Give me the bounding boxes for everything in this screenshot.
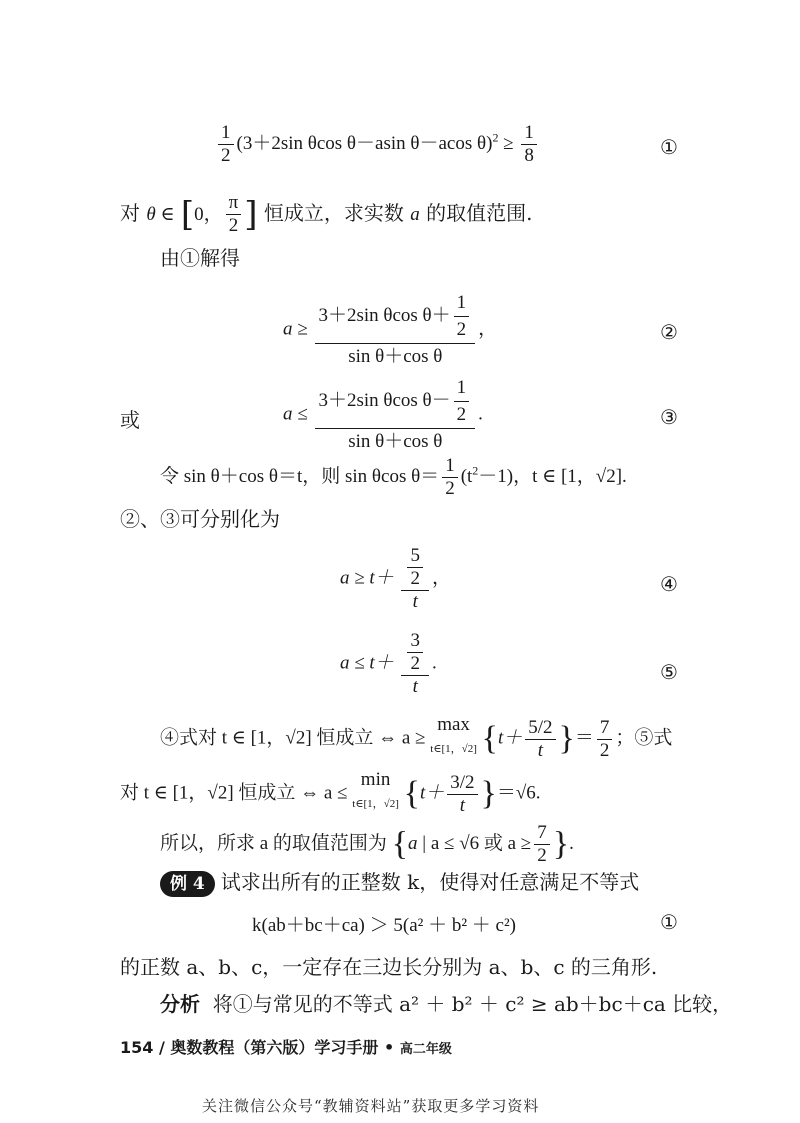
theta-range-line: 对 θ ∈ [0， $\frac{\pi}{2}$ ] 恒成立，求实数 a 的取值范围. (120, 192, 533, 236)
page-number: 154 (120, 1038, 154, 1057)
pi-over-2: $\frac{\pi}{2}$ (226, 192, 242, 237)
solve-text: 由①解得 (160, 246, 240, 270)
equation-label-5: ⑤ (660, 660, 678, 684)
or-text: 或 (120, 408, 140, 432)
watermark-text: 关注微信公众号“教辅资料站”获取更多学习资料 (202, 1097, 540, 1115)
example-4-inequality: k(ab＋bc＋ca) ＞ 5(a² ＋ b² ＋ c²) (252, 915, 516, 936)
rhs-fraction: $\frac{1}{8}$ (521, 122, 537, 167)
eq5-fraction: $\frac{\frac{3}{2}}{t}$ (401, 630, 429, 698)
equation-label-4: ④ (660, 572, 678, 596)
example-4-line3: 的正数 a、b、c，一定存在三边长分别为 a、b、c 的三角形. (120, 955, 658, 979)
equation-2: a ≥ 3＋2sin θcos θ＋ $\frac{1}{2}$ sin θ＋cos θ ， (283, 290, 497, 370)
equation-3: a ≤ 3＋2sin θcos θ－ $\frac{1}{2}$ sin θ＋cos θ . (283, 375, 483, 455)
equation-label-1: ① (660, 135, 678, 159)
eq1-rel: ≥ (503, 132, 514, 154)
book-title: 奥数教程（第六版）学习手册 (170, 1038, 379, 1057)
eq4-fraction: $\frac{\frac{5}{2}}{t}$ (401, 545, 429, 613)
conclusion-line-1: ④式对 t ∈ [1，√2] 恒成立 ⇔ a ≥ max t∈[1，√2] {t＋ $\frac{5/2}{t}$ }＝ $\frac{7}{2}$ ；⑤式 (160, 714, 673, 761)
transform-text: ②、③可分别化为 (120, 507, 280, 531)
conclusion-line-2: 对 t ∈ [1，√2] 恒成立 ⇔ a ≤ min t∈[1，√2] {t＋ $\frac{3/2}{t}$ }＝√6. (120, 769, 541, 816)
grade-label: 高二年级 (399, 1042, 452, 1057)
analysis-line: 分析 将①与常见的不等式 a² ＋ b² ＋ c² ≥ ab＋bc＋ca 比较， (160, 992, 733, 1016)
substitution-line: 令 sin θ＋cos θ＝t，则 sin θcos θ＝ $\frac{1}{2}$ $(t^2-1)$，t ∈ [1，√2]. (160, 455, 627, 499)
equation-label-2: ② (660, 320, 678, 344)
example-badge: 例 4 (160, 871, 215, 897)
eq2-fraction: 3＋2sin θcos θ＋ $\frac{1}{2}$ sin θ＋cos θ (315, 290, 475, 370)
equation-label-3: ③ (660, 405, 678, 429)
eq3-fraction: 3＋2sin θcos θ－ $\frac{1}{2}$ sin θ＋cos θ (315, 375, 475, 455)
coef-fraction: $\frac{1}{2}$ (218, 122, 234, 167)
equation-5: a ≤ t＋ $\frac{\frac{3}{2}}{t}$ . (340, 630, 437, 697)
example-4-heading: 例 4 试求出所有的正整数 k，使得对任意满足不等式 (160, 868, 639, 897)
example-4-label: ① (660, 910, 678, 934)
page-footer: 154 / 奥数教程（第六版）学习手册 • 高二年级 (120, 1038, 452, 1057)
equation-4: a ≥ t＋ $\frac{\frac{5}{2}}{t}$ ， (340, 545, 451, 612)
eq1-expr: (3＋2sin θcos θ－asin θ－acos θ) (236, 132, 493, 154)
final-range-line: 所以，所求 a 的取值范围为 {a | a ≤ √6 或 a ≥ $\frac{7}{2}$ }. (160, 822, 574, 866)
equation-1: $\frac{1}{2}$ (3＋2sin θcos θ－asin θ－acos θ)$^2$ ≥ $\frac{1}{8}$ (215, 122, 540, 167)
